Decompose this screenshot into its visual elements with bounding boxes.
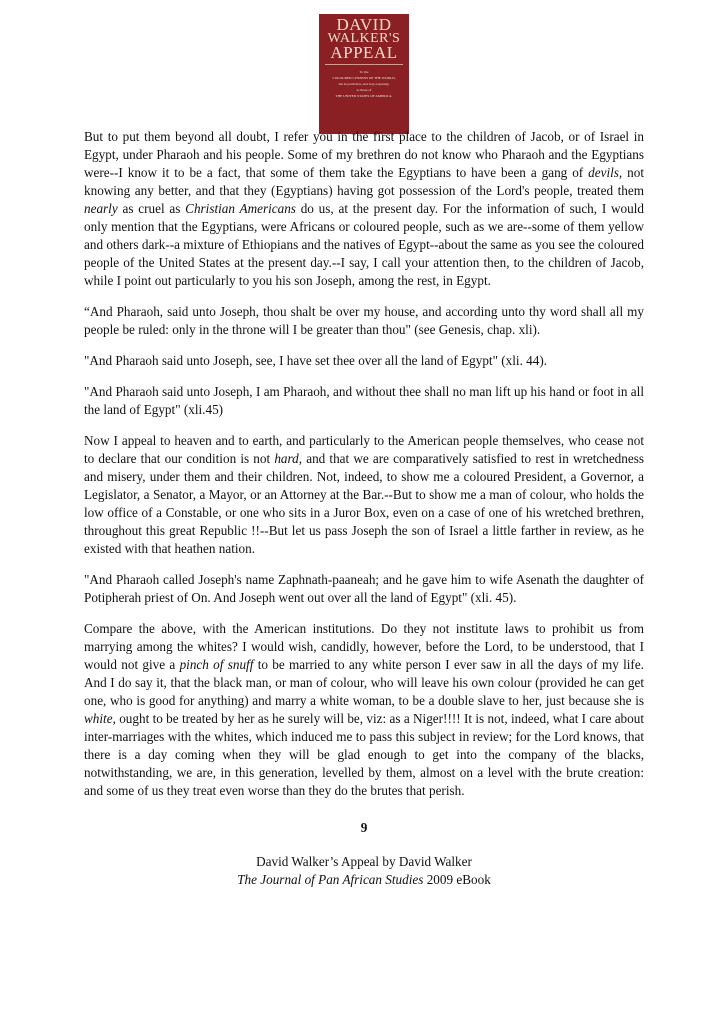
text-run: But to put them beyond all doubt, I refer you in the first place to the children of Jacob, or of Israel in Egypt, under Pharaoh and his people. Some of my brethren do not know who Pharaoh and the Egyptians were--I know it to be a fact, that some of them take the Egyptians to have been a gang of [84, 129, 644, 180]
text-run: “And Pharaoh, said unto Joseph, thou shalt be over my house, and according unto thy word shall all my people be ruled: only in the throne will I be greater than thou" (see Genesis, chap. xli). [84, 304, 644, 337]
cover-title-appeal: APPEAL [330, 43, 398, 62]
emphasis-text: Christian Americans [185, 201, 296, 216]
book-cover-image [319, 14, 409, 134]
text-run: Compare the above, with the American institutions. Do they not institute laws to prohibit us from marrying among the whites? I would wish, candidly, however, before the Lord, to be understood, that I would not give a [84, 621, 644, 672]
cover-title-walkers: WALKER'S [327, 31, 401, 46]
text-run: as cruel as [117, 201, 186, 216]
footer-journal-line [0, 871, 728, 889]
text-run: "And Pharaoh said unto Joseph, I am Pharaoh, and without thee shall no man lift up his hand or foot in all the land of Egypt" (xli.45) [84, 384, 644, 417]
paragraph [84, 383, 644, 419]
emphasis-text: white, [84, 711, 116, 726]
text-run: to be married to any white person I ever saw in all the days of my life. And I do say it, that the black man, or man of colour, who will leave his own colour (provided he can get one, who is good for anything) and marry a white woman, to be a double slave to her, just because she is [84, 657, 644, 708]
paragraph [84, 620, 644, 800]
paragraph [84, 571, 644, 607]
footer-edition: 2009 eBook [423, 872, 491, 887]
text-run: Now I appeal to heaven and to earth, and particularly to the American people themselves, who cease not to declare that our condition is not [84, 433, 644, 466]
body-text [84, 128, 644, 813]
paragraph [84, 432, 644, 558]
text-run: and that we are comparatively satisfied to rest in wretchedness and misery, under them and their children. Not, indeed, to show me a coloured President, a Governor, a Legislator, a Senator, a Mayor, or an Attorney at the Bar.--But to show me a man of colour, who holds the low office of a Constable, or one who sits in a Juror Box, even on a case of one of his wretched brethren, throughout this great Republic !!--But let us pass Joseph the son of Israel a little farther in review, as he existed with that heathen nation. [84, 451, 644, 556]
emphasis-text: hard, [274, 451, 303, 466]
cover-rule [325, 64, 403, 65]
paragraph [84, 303, 644, 339]
text-run: "And Pharaoh called Joseph's name Zaphnath-paaneah; and he gave him to wife Asenath the daughter of Potipherah priest of On. And Joseph went out over all the land of Egypt" (xli. 45). [84, 572, 644, 605]
cover-title-david: DAVID [336, 15, 392, 34]
cover-subtitle-3: but in particular, and very expressly, [338, 82, 390, 86]
cover-subtitle-2: COLOURED CITIZENS OF THE WORLD, [332, 76, 396, 80]
emphasis-text: pinch of snuff [179, 657, 254, 672]
cover-subtitle-5: THE UNITED STATES OF AMERICA. [335, 94, 393, 98]
footer-title-line: David Walker’s Appeal by David Walker [256, 854, 472, 869]
text-run: "And Pharaoh said unto Joseph, see, I have set thee over all the land of Egypt" (xli. 44). [84, 353, 548, 368]
paragraph [84, 352, 644, 370]
cover-subtitle-4: to those of [356, 88, 372, 92]
paragraph [84, 128, 644, 290]
page-footer [0, 853, 728, 889]
emphasis-text: devils, [588, 165, 623, 180]
text-run: do us, at the present day. For the information of such, I would only mention that the Egyptians, were Africans or coloured people, such as we are--some of them yellow and others dark--a mixture of Ethiopians and the natives of Egypt--about the same as you see the coloured people of the United States at the present day.--I say, I call your attention then, to the children of Jacob, while I point out particularly to you his son Joseph, among the rest, in Egypt. [84, 201, 644, 288]
emphasis-text: nearly [84, 201, 118, 216]
text-run: not knowing any better, and that they (Egyptians) having got possession of the Lord's people, treated them [84, 165, 644, 198]
cover-subtitle-1: To the [359, 70, 369, 74]
footer-journal-name: The Journal of Pan African Studies [237, 872, 424, 887]
text-run: ought to be treated by her as he surely will be, viz: as a Niger!!!! It is not, indeed, what I care about inter-marriages with the whites, which induced me to pass this subject in review; for the Lord knows, that there is a day coming when they will be glad enough to get into the company of the blacks, notwithstanding, we are, in this generation, levelled by them, almost on a level with the brute creation: and some of us they treat even worse than they do the brutes that perish. [84, 711, 644, 798]
page-number: 9 [360, 820, 368, 835]
